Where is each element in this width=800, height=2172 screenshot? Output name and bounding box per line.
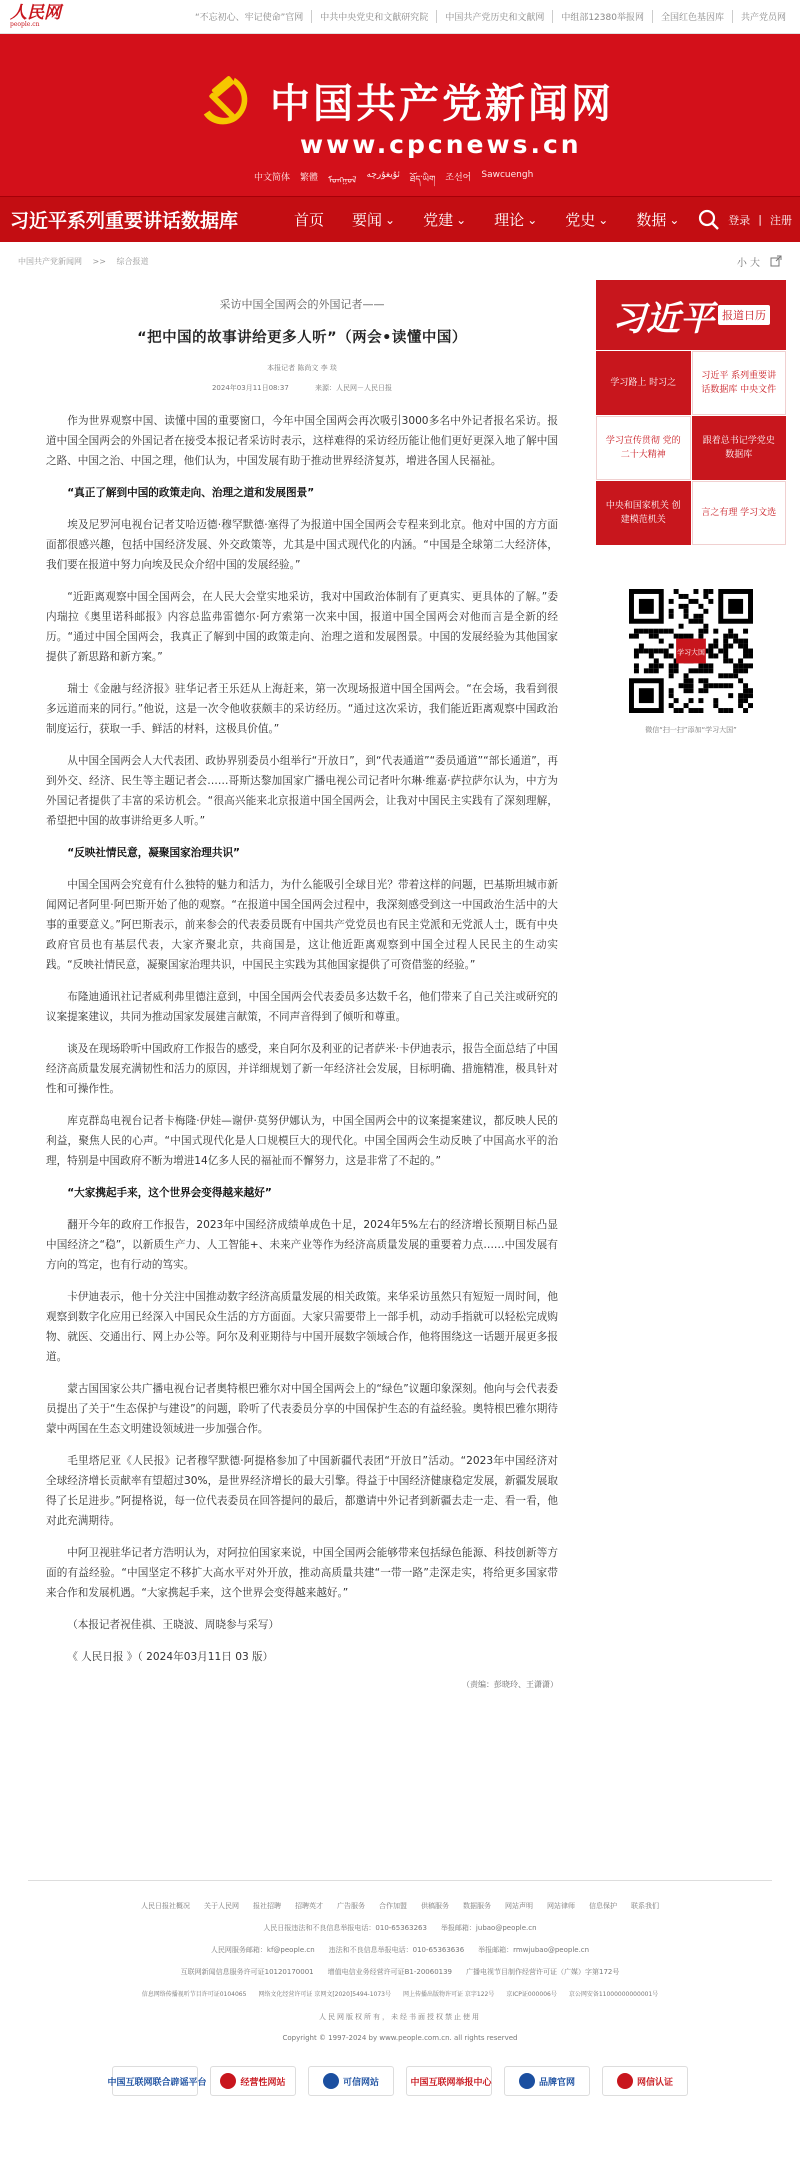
section-heading: “大家携起手来，这个世界会变得越来越好” — [67, 1187, 272, 1199]
chevron-down-icon: ⌄ — [456, 212, 467, 227]
paragraph: 埃及尼罗河电视台记者艾哈迈德·穆罕默德·塞得了为报道中国全国两会专程来到北京。他对中国的方方面面都很感兴趣，包括中国经济发展、外交政策等，尤其是中国式现代化的内涵。“中国是全球第二大经济体，我们要在报道中努力向埃及民众介绍中国的发展经验。” — [46, 519, 558, 571]
paragraph: 翻开今年的政府工作报告，2023年中国经济成绩单成色十足，2024年5%左右的经济增长预期目标凸显中国经济之“稳”，以新质生产力、人工智能+、未来产业等作为经济高质量发展的重要着力点……中国发展有方向的笃定，也有行动的笃实。 — [46, 1219, 558, 1271]
sidebar-link-2[interactable]: 学习宣传贯彻 党的二十大精神 — [596, 416, 691, 480]
top-link-1[interactable]: 中共中央党史和文献研究院 — [311, 10, 436, 23]
qr-code-icon — [629, 589, 753, 713]
breadcrumb-home[interactable]: 中国共产党新闻网 — [18, 256, 82, 266]
nav-item-0[interactable] — [280, 209, 338, 230]
footer-link-10[interactable]: 信息保护 — [589, 1902, 617, 1910]
paragraph: 瑞士《金融与经济报》驻华记者王乐廷从上海赶来，第一次现场报道中国全国两会。“在会场，我看到很多远道而来的同行。”他说，这是一次令他收获颇丰的采访经历。“通过这次采访，我们能近距离观察中国政治制度运行，获取一手、鲜活的材料，这极具价值。” — [46, 683, 558, 735]
footer-line1: 人民日报违法和不良信息举报电话：010-65363263 举报邮箱：jubao@people.cn — [263, 1924, 537, 1932]
people-logo[interactable]: 人民网 people.cn — [10, 3, 61, 28]
breadcrumb — [0, 242, 800, 280]
nav-item-4[interactable] — [551, 209, 622, 230]
chevron-down-icon: ⌄ — [527, 212, 538, 227]
badge-label: 网信认证 — [636, 2077, 673, 2088]
footer-link-6[interactable]: 供稿服务 — [421, 1902, 449, 1910]
language-link-0[interactable]: 中文简体 — [254, 173, 291, 183]
breadcrumb-section[interactable]: 综合报道 — [116, 256, 149, 266]
section-heading: “反映社情民意，凝聚国家治理共识” — [67, 847, 241, 859]
nav-items — [280, 209, 698, 230]
paragraph: （本报记者祝佳祺、王晓波、周晓参与采写） — [67, 1619, 280, 1631]
font-size-toggle[interactable]: 小 大 — [736, 257, 760, 269]
footer-badge-2[interactable] — [308, 2066, 394, 2096]
top-link-5[interactable]: 共产党员网 — [732, 10, 794, 23]
nav-item-label: 理论 — [494, 211, 525, 229]
nav-item-3[interactable] — [480, 209, 551, 230]
nav-item-2[interactable] — [409, 209, 480, 230]
publish-time: 2024年03月11日08:37 — [211, 384, 289, 392]
article-editor: （责编：彭晓玲、王潇潇） — [462, 1680, 558, 1689]
paragraph: 从中国全国两会人大代表团、政协界别委员小组举行“开放日”，到“代表通道”“委员通道”“部长通道”，再到外交、经济、民生等主题记者会……哥斯达黎加国家广播电视公司记者叶尔琳·维嘉·萨拉萨尔认为，中方为外国记者提供了丰富的采访机会。“很高兴能来北京报道中国全国两会，让我对中国民主实践有了深刻理解，希望把中国的故事讲给更多人听。” — [46, 755, 558, 827]
calendar-badge: 报道日历 — [718, 305, 770, 325]
paragraph: 卡伊迪表示，他十分关注中国推动数字经济高质量发展的相关政策。来华采访虽然只有短短一周时间，他观察到数字化应用已经深入中国民众生活的方方面面。大家只需要带上一部手机，动动手指就可以轻松完成购物、就医、交通出行、网上办公等。阿尔及利亚期待与中国开展数字领域合作，他将围绕这一话题开展更多报道。 — [46, 1291, 558, 1363]
top-link-4[interactable]: 全国红色基因库 — [652, 10, 732, 23]
top-link-0[interactable]: “不忘初心、牢记使命”官网 — [194, 13, 304, 23]
footer-line3: 互联网新闻信息服务许可证10120170001 增值电信业务经营许可证B1-20060139 广播电视节目制作经营许可证（广媒）字第172号 — [180, 1968, 620, 1976]
nav-tools — [698, 209, 800, 231]
badge-emblem-icon — [519, 2073, 535, 2089]
badge-emblem-icon — [323, 2073, 339, 2089]
footer-link-2[interactable]: 报社招聘 — [253, 1902, 281, 1910]
divider: | — [758, 213, 762, 226]
badge-label: 品牌官网 — [538, 2077, 575, 2088]
paragraph: 中阿卫视驻华记者方浩明认为，对阿拉伯国家来说，中国全国两会能够带来包括绿色能源、科技创新等方面的有益经验。“中国坚定不移扩大高水平对外开放，推动高质量共建“一带一路”走深走实，将给更多国家带来合作和发展机遇。“大家携起手来，这个世界会变得越来越好。” — [46, 1547, 558, 1599]
content-wrap — [0, 280, 800, 1880]
footer-link-1[interactable]: 关于人民网 — [204, 1902, 239, 1910]
sidebar-link-3[interactable]: 跟着总书记学党史 数据库 — [692, 416, 787, 480]
article-meta — [46, 383, 558, 393]
footer-line4: 信息网络传播视听节目许可证0104065 网络文化经营许可证 京网文[2020]5494-1073号 网上传播出版物许可证 京字122号 京ICP证000006号 京公网安备11000000000001号 — [141, 1991, 659, 1998]
search-icon[interactable] — [698, 209, 720, 231]
badge-label: 可信网站 — [342, 2077, 379, 2088]
top-link-2[interactable]: 中国共产党历史和文献网 — [436, 10, 552, 23]
login-link[interactable]: 登录 — [728, 213, 751, 227]
qr-logo-label: 学习大国 — [677, 648, 705, 657]
sidebar-link-0[interactable]: 学习路上 时习之 — [596, 351, 691, 415]
badge-label: 中国互联网举报中心 — [410, 2077, 492, 2088]
footer-link-3[interactable]: 招聘英才 — [295, 1902, 323, 1910]
footer-link-7[interactable]: 数据服务 — [463, 1902, 491, 1910]
site-title: 中国共产党新闻网 — [270, 81, 614, 127]
footer-badge-3[interactable] — [406, 2066, 492, 2096]
share-icon[interactable] — [770, 255, 782, 267]
footer-link-4[interactable]: 广告服务 — [337, 1902, 365, 1910]
paragraph: 谈及在现场聆听中国政府工作报告的感受，来自阿尔及利亚的记者萨米·卡伊迪表示，报告全面总结了中国经济高质量发展充满韧性和活力的原因，并详细规划了新一年经济社会发展，目标明确、措施精准，极具针对性和可操作性。 — [46, 1043, 558, 1095]
paragraph: 作为世界观察中国、读懂中国的重要窗口，今年中国全国两会再次吸引3000多名中外记者报名采访。报道中国全国两会的外国记者在接受本报记者采访时表示，这样难得的采访经历能让他们更好更深入地了解中国之路、中国之治、中国之理，他们认为，中国发展有助于推动世界经济复苏，增进各国人民福祉。 — [46, 415, 558, 467]
language-link-3[interactable]: ئۇيغۇرچە — [366, 170, 400, 180]
footer-link-11[interactable]: 联系我们 — [631, 1902, 659, 1910]
qr-box — [596, 589, 786, 735]
footer-badges — [28, 2066, 772, 2096]
nav-item-label: 要闻 — [352, 211, 383, 229]
sidebar — [596, 280, 786, 1880]
calendar-title: 习近平 — [612, 298, 714, 339]
footer-badge-1[interactable] — [210, 2066, 296, 2096]
site-url: www.cpcnews.cn — [300, 130, 582, 159]
paragraph: 库克群岛电视台记者卡梅隆·伊娃—谢伊·莫努伊娜认为，中国全国两会中的议案提案建议，都反映人民的利益，聚焦人民的心声。“中国式现代化是人口规模巨大的现代化。中国全国两会生动反映了中国高水平的治理，特别是中国政府不断为增进14亿多人民的福祉而不懈努力，这是非常了不起的。” — [46, 1115, 558, 1167]
article-body — [46, 411, 558, 1667]
nav-item-label: 党建 — [423, 211, 454, 229]
footer-links — [28, 1901, 772, 1911]
language-link-5[interactable]: 조선어 — [445, 173, 472, 183]
site-banner — [0, 34, 800, 196]
copyright-cn: 人民网版权所有，未经书面授权禁止使用 — [319, 2013, 481, 2021]
article — [16, 280, 568, 1880]
nav-brand[interactable]: 习近平系列重要讲话数据库 — [10, 210, 239, 232]
party-emblem-icon — [198, 70, 256, 128]
paragraph: 毛里塔尼亚《人民报》记者穆罕默德·阿提格参加了中国新疆代表团“开放日”活动。“2023年中国经济对全球经济增长贡献率有望超过30%，是世界经济增长的最大引擎。得益于中国经济健康稳定发展，新疆发展取得了长足进步。”阿提格说，每一位代表委员在回答提问的最后，都邀请中外记者到新疆去走一走、看一看，他对此充满期待。 — [46, 1455, 558, 1527]
sidebar-link-5[interactable]: 言之有理 学习文选 — [692, 481, 787, 545]
footer-link-9[interactable]: 网站律师 — [547, 1902, 575, 1910]
footer-line2: 人民网服务邮箱：kf@people.cn 违法和不良信息举报电话：010-65363636 举报邮箱：rmwjubao@people.cn — [210, 1946, 590, 1954]
footer-link-5[interactable]: 合作加盟 — [379, 1902, 407, 1910]
language-link-4[interactable]: ཐོད་ཡིག — [409, 175, 436, 185]
paragraph: 《 人民日报 》（ 2024年03月11日 03 版） — [67, 1651, 274, 1663]
sidebar-link-1[interactable]: 习近平 系列重要讲话数据库 中央文件 — [692, 351, 787, 415]
nav-item-1[interactable] — [338, 209, 409, 230]
share-tools — [737, 254, 782, 269]
footer — [28, 1880, 772, 2096]
nav-item-label: 党史 — [565, 211, 596, 229]
breadcrumb-separator: >> — [92, 256, 106, 266]
top-bar — [0, 0, 800, 34]
nav-item-5[interactable] — [622, 209, 693, 230]
chevron-down-icon: ⌄ — [385, 212, 396, 227]
top-link-3[interactable]: 中组部12380举报网 — [552, 10, 652, 23]
qr-caption: 微信“扫一扫”添加“学习大国” — [645, 726, 737, 734]
article-source[interactable]: 来源：人民网－人民日报 — [315, 384, 393, 392]
paragraph: 蒙古国国家公共广播电视台记者奥特根巴雅尔对中国全国两会上的“绿色”议题印象深刻。他向与会代表委员提出了关于“生态保护与建设”的问题，聆听了代表委员分享的中国保护生态的有益经验。奥特根巴雅尔期待蒙中两国在生态文明建设领域进一步加强合作。 — [46, 1383, 558, 1435]
footer-badge-4[interactable] — [504, 2066, 590, 2096]
article-byline: 本报记者 陈尚文 李 琰 — [267, 364, 337, 372]
paragraph: 布隆迪通讯社记者威利弗里德注意到，中国全国两会代表委员多达数千名，他们带来了自己关注或研究的议案提案建议，共同为推动国家发展建言献策，不同声音得到了倾听和尊重。 — [46, 991, 558, 1023]
article-kicker: 采访中国全国两会的外国记者—— — [219, 298, 385, 311]
nav-item-label: 数据 — [636, 211, 667, 229]
footer-link-0[interactable]: 人民日报社概况 — [141, 1902, 190, 1910]
sidebar-link-4[interactable]: 中央和国家机关 创建模范机关 — [596, 481, 691, 545]
badge-label: 中国互联网联合辟谣平台 — [107, 2077, 207, 2088]
language-link-6[interactable]: Sawcuengh — [481, 170, 534, 180]
calendar-banner[interactable] — [596, 280, 786, 350]
language-link-1[interactable]: 繁體 — [300, 173, 319, 183]
footer-link-8[interactable]: 网站声明 — [505, 1902, 533, 1910]
paragraph: 中国全国两会究竟有什么独特的魅力和活力，为什么能吸引全球目光？带着这样的问题，巴基斯坦城市新闻网记者阿里·阿巴斯开始了他的观察。“在报道中国全国两会过程中，我深刻感受到这一中国政治生活中的大事的重要意义。”阿巴斯表示，前来参会的代表委员既有中国共产党党员也有民主党派和无党派人士，既有中央政府官员也有基层代表，大家齐聚北京，共商国是，这让他近距离观察到中国全过程人民民主的生动实践。“反映社情民意，凝聚国家治理共识，中国民主实践为其他国家提供了可资借鉴的经验。” — [46, 879, 558, 971]
top-links — [187, 10, 794, 23]
badge-emblem-icon — [220, 2073, 236, 2089]
section-heading: “真正了解到中国的政策走向、治理之道和发展图景” — [67, 487, 315, 499]
chevron-down-icon: ⌄ — [598, 212, 609, 227]
register-link[interactable]: 注册 — [770, 213, 792, 227]
footer-badge-0[interactable] — [107, 2066, 207, 2096]
language-link-2[interactable]: ᠮᠤᠩᠭᠤᠯ — [328, 176, 357, 186]
paragraph: “近距离观察中国全国两会，在人民大会堂实地采访，我对中国政治体制有了更真实、更具体的了解。”委内瑞拉《奥里诺科邮报》内容总监弗雷德尔·阿方索第一次来中国，报道中国全国两会对他而言是全新的经历。“通过中国全国两会，我真正了解到中国的政策走向、治理之道和发展图景。中国的发展经验为其他国家提供了新思路和新方案。” — [46, 591, 558, 663]
sidebar-links — [596, 351, 786, 545]
badge-label: 经营性网站 — [240, 2077, 286, 2088]
nav-item-label: 首页 — [294, 211, 325, 229]
chevron-down-icon: ⌄ — [669, 212, 680, 227]
badge-emblem-icon — [617, 2073, 633, 2089]
main-nav — [0, 196, 800, 242]
article-headline: “把中国的故事讲给更多人听”（两会•读懂中国） — [137, 330, 467, 346]
copyright-en: Copyright © 1997-2024 by www.people.com.cn. all rights reserved — [282, 2034, 518, 2042]
language-links — [254, 170, 533, 195]
footer-badge-5[interactable] — [602, 2066, 688, 2096]
